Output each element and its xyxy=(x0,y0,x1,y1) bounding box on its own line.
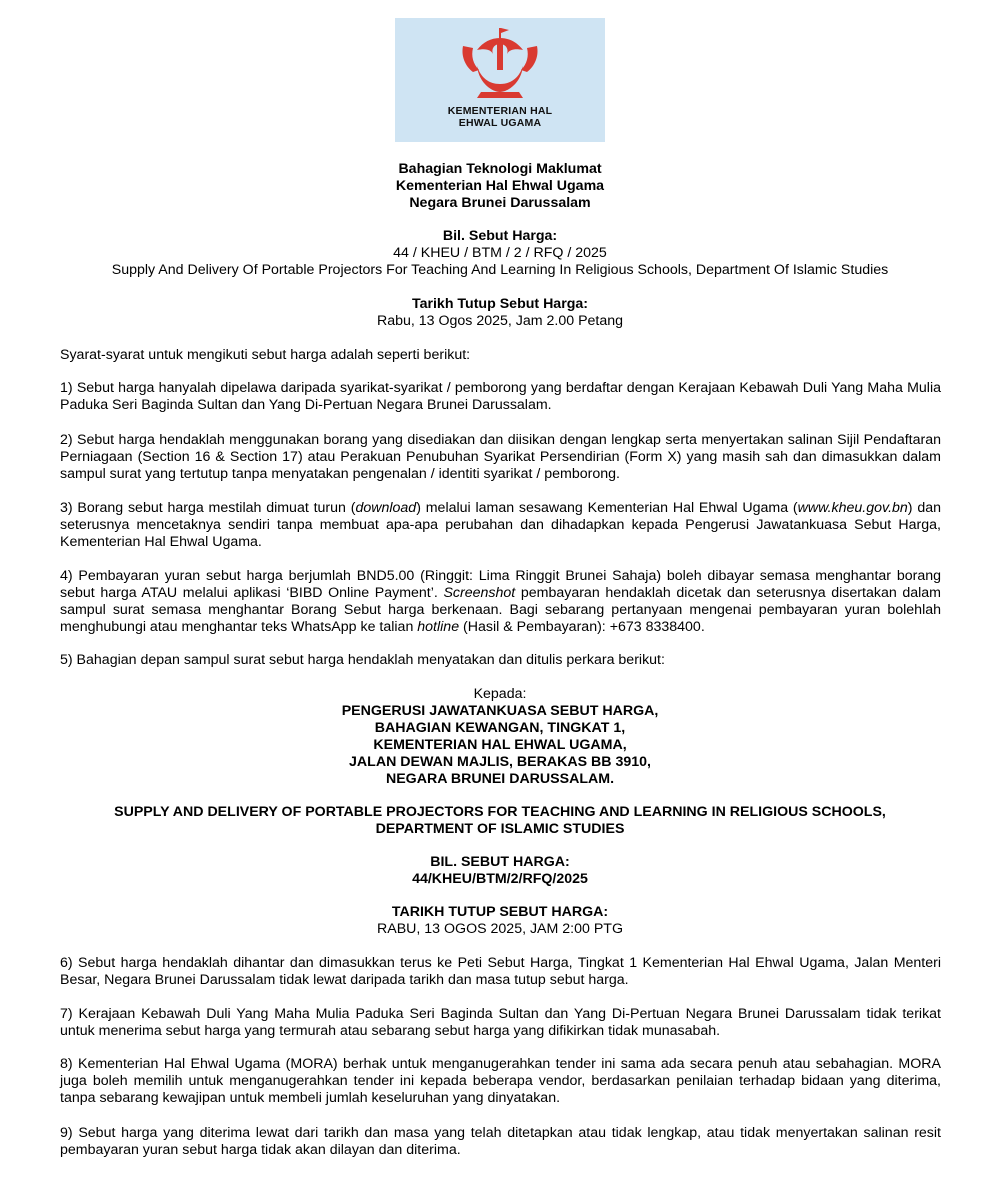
quote-ref-label: Bil. Sebut Harga: xyxy=(442,228,558,244)
closing-date-label: Tarikh Tutup Sebut Harga: xyxy=(411,296,589,312)
envelope-address-line: JALAN DEWAN MAJLIS, BERAKAS BB 3910, xyxy=(349,754,651,770)
header-ministry: Kementerian Hal Ehwal Ugama xyxy=(395,178,605,194)
header-country: Negara Brunei Darussalam xyxy=(409,195,591,211)
envelope-address xyxy=(60,686,940,788)
envelope-title-line1: SUPPLY AND DELIVERY OF PORTABLE PROJECTORS FOR TEACHING AND LEARNING IN RELIGIOUS SCHOOLS, xyxy=(114,804,886,820)
term-3-part-a: 3) Borang sebut harga mestilah dimuat turun ( xyxy=(60,500,356,516)
term-3-download: download xyxy=(355,500,417,516)
envelope-address-line: KEMENTERIAN HAL EHWAL UGAMA, xyxy=(373,737,627,753)
envelope-ref-label: BIL. SEBUT HARGA: xyxy=(430,854,570,870)
brunei-crest-icon xyxy=(453,26,547,106)
header-department: Bahagian Teknologi Maklumat xyxy=(398,161,602,177)
header xyxy=(60,161,940,212)
envelope-to-label: Kepada: xyxy=(473,686,527,702)
term-3-part-e: ) dan seterusnya mencetaknya sendiri tanpa membuat apa-apa perubahan dan dihadapkan kepada Pengerusi Jawatankuasa Sebut Harga, Kementerian Hal Ehwal Ugama. xyxy=(60,500,941,550)
term-1: 1) Sebut harga hanyalah dipelawa daripada syarikat-syarikat / pemborong yang berdaftar dengan Kerajaan Kebawah Duli Yang Maha Mulia Paduka Seri Baginda Sultan dan Yang Di-Pertuan Negara Brunei Darussalam. xyxy=(60,380,941,413)
quote-ref-number: 44 / KHEU / BTM / 2 / RFQ / 2025 xyxy=(393,245,607,261)
term-4 xyxy=(60,568,941,636)
envelope-close-label: TARIKH TUTUP SEBUT HARGA: xyxy=(391,904,609,920)
term-3-part-c: ) melalui laman sesawang Kementerian Hal Ehwal Ugama ( xyxy=(416,500,798,516)
envelope-closing xyxy=(60,904,940,938)
term-3-website-link[interactable]: www.kheu.gov.bn xyxy=(797,500,908,516)
quote-ref-title: Supply And Delivery Of Portable Projectors For Teaching And Learning In Religious Schools, Department Of Islamic Studies xyxy=(111,262,889,278)
envelope-reference xyxy=(60,854,940,888)
term-4-hotline: hotline xyxy=(417,619,460,635)
term-4-part-c: pembayaran hendaklah dicetak dan seterusnya disertakan dalam sampul surat semasa menghantar Borang Sebut harga berkenaan. Bagi sebarang pertanyaan mengenai pembayaran yuran bolehlah menghubungi atau menghantar teks WhatsApp ke talian xyxy=(60,585,941,635)
envelope-title xyxy=(60,804,940,838)
ministry-logo xyxy=(395,18,605,142)
closing-date xyxy=(60,296,940,330)
quote-reference xyxy=(60,228,940,279)
closing-date-value: Rabu, 13 Ogos 2025, Jam 2.00 Petang xyxy=(376,313,624,329)
logo-text-line1: KEMENTERIAN HAL xyxy=(447,105,553,117)
term-5: 5) Bahagian depan sampul surat sebut harga hendaklah menyatakan dan ditulis perkara berikut: xyxy=(60,652,665,668)
term-4-part-e: (Hasil & Pembayaran): +673 8338400. xyxy=(459,619,705,635)
term-9: 9) Sebut harga yang diterima lewat dari tarikh dan masa yang telah ditetapkan atau tidak lengkap, atau tidak menyertakan salinan resit pembayaran yuran sebut harga tidak akan dilayan dan diterima. xyxy=(60,1125,941,1158)
term-4-screenshot: Screenshot xyxy=(443,585,516,601)
envelope-ref-value: 44/KHEU/BTM/2/RFQ/2025 xyxy=(412,871,588,887)
term-2: 2) Sebut harga hendaklah menggunakan borang yang disediakan dan diisikan dengan lengkap serta menyertakan salinan Sijil Pendaftaran Perniagaan (Section 16 & Section 17) atau Perakuan Penubuhan Syarikat Persendirian (Form X) yang masih sah dan dimasukkan dalam sampul surat yang tertutup tanpa menyatakan pengenalan / identiti syarikat / pemborong. xyxy=(60,432,941,482)
term-3 xyxy=(60,500,941,551)
term-6: 6) Sebut harga hendaklah dihantar dan dimasukkan terus ke Peti Sebut Harga, Tingkat 1 Kementerian Hal Ehwal Ugama, Jalan Menteri Besar, Negara Brunei Darussalam tidak lewat daripada tarikh dan masa tutup sebut harga. xyxy=(60,955,941,988)
terms-intro: Syarat-syarat untuk mengikuti sebut harga adalah seperti berikut: xyxy=(60,347,471,363)
envelope-close-value: RABU, 13 OGOS 2025, JAM 2:00 PTG xyxy=(376,921,624,937)
logo-text-line2: EHWAL UGAMA xyxy=(458,117,542,129)
term-7: 7) Kerajaan Kebawah Duli Yang Maha Mulia Paduka Seri Baginda Sultan dan Yang Di-Pertuan Negara Brunei Darussalam tidak terikat untuk menerima sebut harga yang termurah atau sebarang sebut harga yang difikirkan tidak munasabah. xyxy=(60,1006,941,1039)
envelope-title-line2: DEPARTMENT OF ISLAMIC STUDIES xyxy=(375,821,625,837)
envelope-address-line: BAHAGIAN KEWANGAN, TINGKAT 1, xyxy=(374,720,626,736)
term-4-part-a: 4) Pembayaran yuran sebut harga berjumlah BND5.00 (Ringgit: Lima Ringgit Brunei Sahaja) boleh dibayar semasa menghantar borang sebut harga ATAU melalui aplikasi ‘BIBD Online Payment’. xyxy=(60,568,941,601)
envelope-address-line: PENGERUSI JAWATANKUASA SEBUT HARGA, xyxy=(341,703,659,719)
envelope-address-line: NEGARA BRUNEI DARUSSALAM. xyxy=(385,771,615,787)
term-8: 8) Kementerian Hal Ehwal Ugama (MORA) berhak untuk menganugerahkan tender ini sama ada secara penuh atau sebahagian. MORA juga boleh memilih untuk menganugerahkan tender ini kepada beberapa vendor, berdasarkan penilaian terhadap bidaan yang diterima, tanpa sebarang kewajipan untuk membeli jumlah keseluruhan yang dinyatakan. xyxy=(60,1056,941,1106)
